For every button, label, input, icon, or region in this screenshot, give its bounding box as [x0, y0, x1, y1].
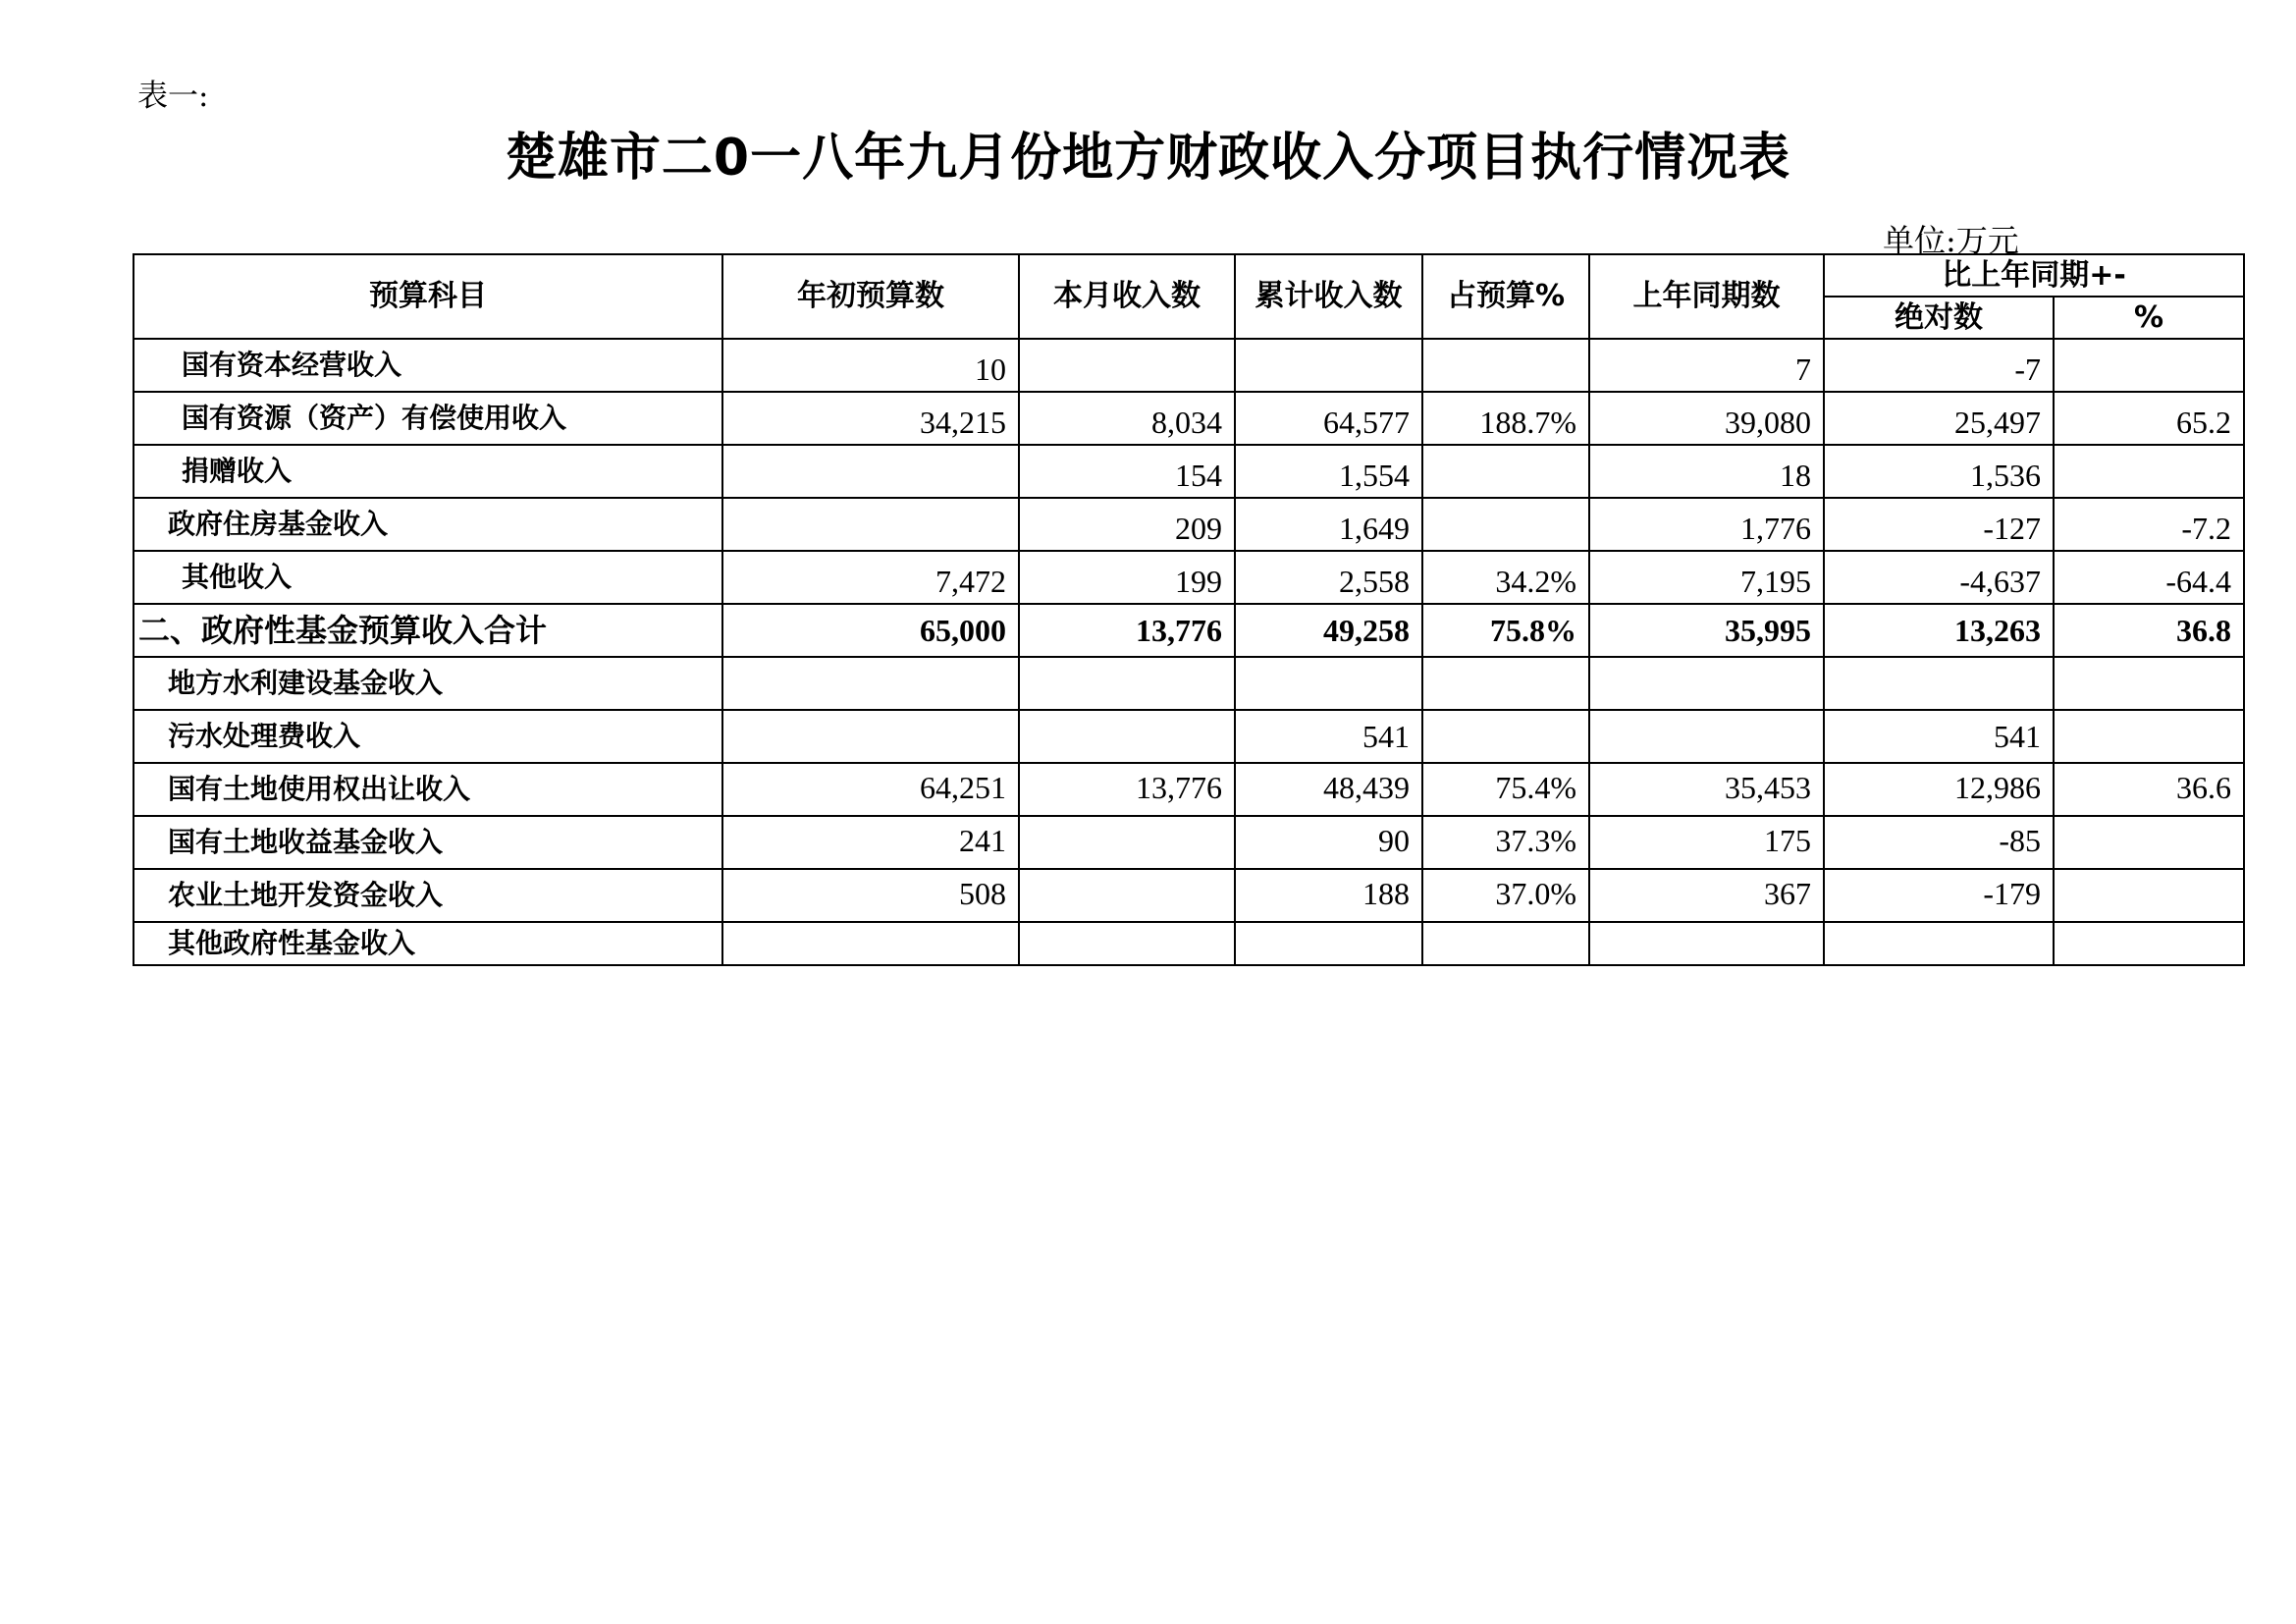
cell-pct [2054, 710, 2244, 763]
cell-month-income: 199 [1019, 551, 1235, 604]
cell-abs: -4,637 [1824, 551, 2054, 604]
cell-cumulative-income: 64,577 [1235, 392, 1422, 445]
row-item-name: 政府住房基金收入 [133, 498, 722, 551]
table-row [133, 498, 2244, 551]
cell-annual-budget: 34,215 [722, 392, 1019, 445]
header-pct: % [2054, 297, 2244, 339]
cell-last-year-same: 7,195 [1589, 551, 1824, 604]
cell-last-year-same [1589, 657, 1824, 710]
cell-pct: -64.4 [2054, 551, 2244, 604]
cell-cumulative-income [1235, 922, 1422, 965]
row-item-name: 国有资本经营收入 [133, 339, 722, 392]
cell-annual-budget [722, 498, 1019, 551]
cell-last-year-same: 175 [1589, 816, 1824, 869]
row-item-name: 污水处理费收入 [133, 710, 722, 763]
cell-cumulative-income: 2,558 [1235, 551, 1422, 604]
table-row [133, 922, 2244, 965]
cell-last-year-same: 18 [1589, 445, 1824, 498]
cell-annual-budget: 508 [722, 869, 1019, 922]
row-item-name: 地方水利建设基金收入 [133, 657, 722, 710]
header-abs: 绝对数 [1824, 297, 2054, 339]
table-row [133, 763, 2244, 816]
cell-pct [2054, 922, 2244, 965]
cell-budget-pct: 75.4% [1422, 763, 1589, 816]
cell-pct: 36.8 [2054, 604, 2244, 657]
cell-annual-budget: 7,472 [722, 551, 1019, 604]
cell-month-income: 8,034 [1019, 392, 1235, 445]
cell-abs: 12,986 [1824, 763, 2054, 816]
cell-annual-budget [722, 445, 1019, 498]
cell-last-year-same: 35,453 [1589, 763, 1824, 816]
table-row [133, 392, 2244, 445]
row-item-name: 国有土地使用权出让收入 [133, 763, 722, 816]
cell-cumulative-income [1235, 339, 1422, 392]
cell-abs: -85 [1824, 816, 2054, 869]
cell-budget-pct [1422, 498, 1589, 551]
cell-last-year-same: 367 [1589, 869, 1824, 922]
row-item-name: 农业土地开发资金收入 [133, 869, 722, 922]
cell-budget-pct [1422, 657, 1589, 710]
cell-budget-pct [1422, 339, 1589, 392]
cell-pct [2054, 816, 2244, 869]
cell-abs: -7 [1824, 339, 2054, 392]
cell-abs [1824, 922, 2054, 965]
header-last-year-same: 上年同期数 [1589, 254, 1824, 339]
cell-cumulative-income: 49,258 [1235, 604, 1422, 657]
header-item: 预算科目 [133, 254, 722, 339]
cell-cumulative-income: 188 [1235, 869, 1422, 922]
cell-cumulative-income [1235, 657, 1422, 710]
header-annual-budget: 年初预算数 [722, 254, 1019, 339]
cell-abs: -127 [1824, 498, 2054, 551]
row-item-name: 其他政府性基金收入 [133, 922, 722, 965]
row-item-name: 捐赠收入 [133, 445, 722, 498]
cell-pct: -7.2 [2054, 498, 2244, 551]
cell-month-income: 13,776 [1019, 604, 1235, 657]
table-row [133, 816, 2244, 869]
cell-abs: -179 [1824, 869, 2054, 922]
cell-pct: 36.6 [2054, 763, 2244, 816]
cell-month-income: 154 [1019, 445, 1235, 498]
cell-annual-budget [722, 710, 1019, 763]
cell-budget-pct: 37.3% [1422, 816, 1589, 869]
row-item-name: 二、政府性基金预算收入合计 [133, 604, 722, 657]
document-title: 楚雄市二0一八年九月份地方财政收入分项目执行情况表 [505, 129, 1791, 188]
cell-cumulative-income: 90 [1235, 816, 1422, 869]
cell-budget-pct [1422, 710, 1589, 763]
table-number-label: 表一: [137, 79, 209, 114]
cell-month-income [1019, 339, 1235, 392]
table-row [133, 445, 2244, 498]
fiscal-revenue-table [133, 253, 2245, 966]
cell-month-income [1019, 869, 1235, 922]
cell-last-year-same: 7 [1589, 339, 1824, 392]
header-yoy-group: 比上年同期+- [1824, 254, 2244, 297]
table-row [133, 339, 2244, 392]
table-row [133, 551, 2244, 604]
table-body [133, 339, 2244, 965]
cell-pct [2054, 657, 2244, 710]
table-row [133, 604, 2244, 657]
header-budget-pct: 占预算% [1422, 254, 1589, 339]
cell-cumulative-income: 541 [1235, 710, 1422, 763]
cell-last-year-same [1589, 710, 1824, 763]
cell-budget-pct: 37.0% [1422, 869, 1589, 922]
header-cumulative-income: 累计收入数 [1235, 254, 1422, 339]
cell-last-year-same: 1,776 [1589, 498, 1824, 551]
cell-month-income [1019, 657, 1235, 710]
cell-budget-pct: 34.2% [1422, 551, 1589, 604]
cell-cumulative-income: 1,649 [1235, 498, 1422, 551]
cell-abs [1824, 657, 2054, 710]
cell-annual-budget: 10 [722, 339, 1019, 392]
cell-pct [2054, 869, 2244, 922]
cell-annual-budget [722, 922, 1019, 965]
table-row [133, 710, 2244, 763]
table-row [133, 657, 2244, 710]
cell-budget-pct: 188.7% [1422, 392, 1589, 445]
table-row [133, 869, 2244, 922]
cell-annual-budget: 64,251 [722, 763, 1019, 816]
cell-abs: 25,497 [1824, 392, 2054, 445]
cell-annual-budget: 241 [722, 816, 1019, 869]
cell-cumulative-income: 48,439 [1235, 763, 1422, 816]
cell-pct [2054, 445, 2244, 498]
row-item-name: 国有土地收益基金收入 [133, 816, 722, 869]
cell-annual-budget: 65,000 [722, 604, 1019, 657]
cell-abs: 1,536 [1824, 445, 2054, 498]
cell-annual-budget [722, 657, 1019, 710]
header-month-income: 本月收入数 [1019, 254, 1235, 339]
cell-abs: 541 [1824, 710, 2054, 763]
cell-month-income: 209 [1019, 498, 1235, 551]
cell-last-year-same [1589, 922, 1824, 965]
cell-budget-pct: 75.8% [1422, 604, 1589, 657]
cell-cumulative-income: 1,554 [1235, 445, 1422, 498]
cell-month-income: 13,776 [1019, 763, 1235, 816]
cell-month-income [1019, 922, 1235, 965]
cell-month-income [1019, 710, 1235, 763]
cell-pct: 65.2 [2054, 392, 2244, 445]
row-item-name: 其他收入 [133, 551, 722, 604]
cell-month-income [1019, 816, 1235, 869]
cell-pct [2054, 339, 2244, 392]
cell-last-year-same: 39,080 [1589, 392, 1824, 445]
unit-label: 单位:万元 [1883, 222, 2019, 259]
cell-last-year-same: 35,995 [1589, 604, 1824, 657]
row-item-name: 国有资源（资产）有偿使用收入 [133, 392, 722, 445]
cell-budget-pct [1422, 445, 1589, 498]
cell-abs: 13,263 [1824, 604, 2054, 657]
cell-budget-pct [1422, 922, 1589, 965]
